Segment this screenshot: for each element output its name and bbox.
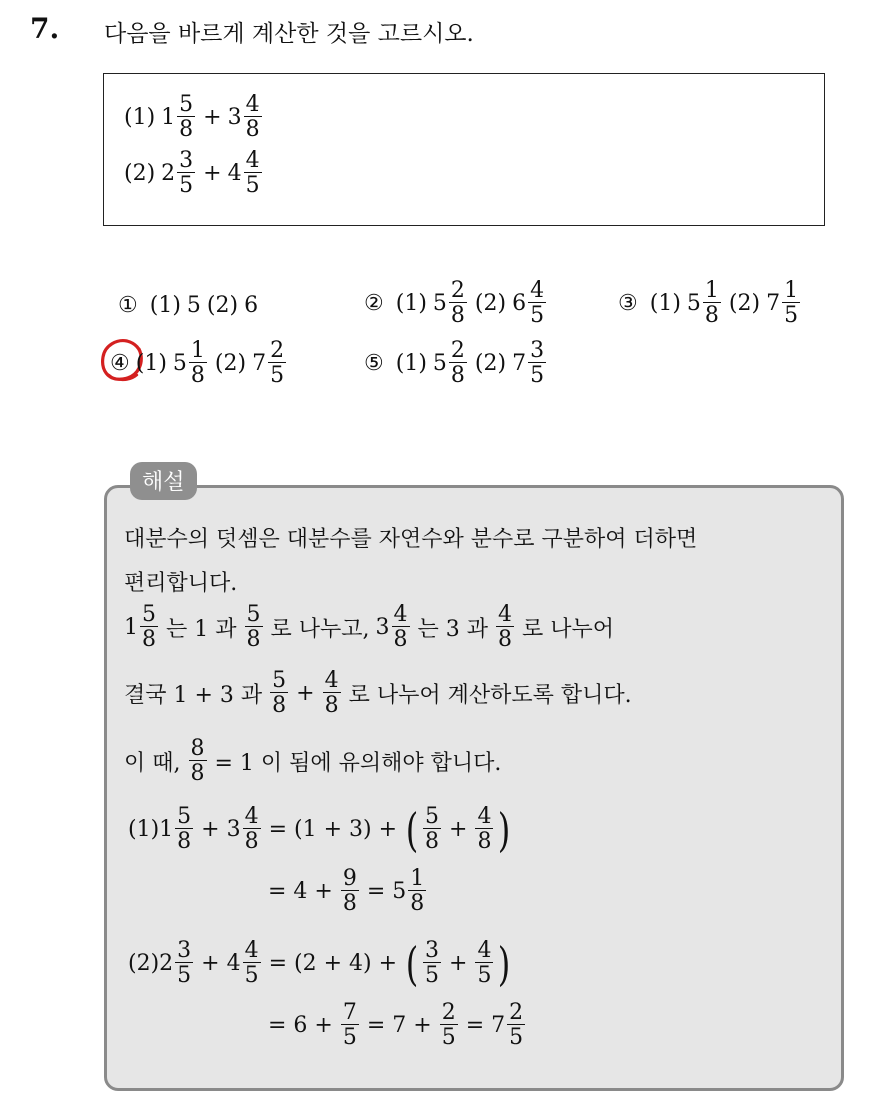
problem-1-whole-1: 1 bbox=[161, 105, 176, 130]
choice-5-fraction-2: $\frac{3}{5}$ bbox=[530, 338, 545, 388]
choice-2-label-2: (2) bbox=[474, 291, 507, 316]
problem-2-plus: + bbox=[203, 161, 222, 186]
fraction: $\frac{9}{8}$ bbox=[342, 866, 357, 916]
problem-1 bbox=[124, 94, 264, 141]
choice-4-whole-2: 7 bbox=[252, 351, 267, 376]
fraction: $\frac{4}{8}$ bbox=[477, 804, 492, 854]
fraction: $\frac{4}{8}$ bbox=[244, 804, 259, 854]
solution-paragraph-1: 대분수의 덧셈은 대분수를 자연수와 분수로 구분하여 더하면 bbox=[124, 527, 698, 552]
problem-1-fraction-2: $\frac{4}{8}$ bbox=[245, 92, 260, 142]
right-paren: ) bbox=[498, 802, 511, 857]
choice-3-label-2: (2) bbox=[728, 291, 761, 316]
choice-2-mark: ② bbox=[364, 291, 384, 316]
solution-line-4: 결국 1 + 3 과 $\frac{5}{8}$ + $\frac{4}{8}$ 로 나누어 계산하도록 합니다. bbox=[124, 668, 632, 718]
right-paren: ) bbox=[498, 936, 511, 991]
choice-4-whole-1: 5 bbox=[172, 351, 187, 376]
choice-3-whole-2: 7 bbox=[766, 291, 781, 316]
fraction: $\frac{4}{8}$ bbox=[324, 668, 339, 718]
fraction: $\frac{4}{5}$ bbox=[477, 938, 492, 988]
choice-4-fraction-1: $\frac{1}{8}$ bbox=[190, 338, 205, 388]
choice-2-label-1: (1) bbox=[395, 291, 427, 316]
problem-2-whole-1: 2 bbox=[161, 161, 176, 186]
solution-paragraph-2: 편리합니다. bbox=[124, 571, 238, 596]
choice-1-value-2: 6 bbox=[244, 293, 259, 318]
choice-3[interactable] bbox=[618, 280, 802, 327]
fraction: $\frac{2}{5}$ bbox=[509, 1000, 524, 1050]
solution-tag: 해설 bbox=[130, 462, 197, 500]
fraction: $\frac{5}{8}$ bbox=[246, 602, 261, 652]
choice-4-fraction-2: $\frac{2}{5}$ bbox=[270, 338, 285, 388]
choice-2[interactable] bbox=[364, 280, 548, 327]
choice-1-mark: ① bbox=[118, 293, 138, 318]
problem-1-label: (1) bbox=[124, 105, 156, 130]
problem-1-fraction-1: $\frac{5}{8}$ bbox=[179, 92, 194, 142]
choice-5-label-2: (2) bbox=[474, 351, 507, 376]
choice-2-whole-1: 5 bbox=[432, 291, 447, 316]
choice-1-label-2: (2) bbox=[206, 293, 239, 318]
fraction: $\frac{3}{5}$ bbox=[177, 938, 192, 988]
choice-2-fraction-1: $\frac{2}{8}$ bbox=[450, 278, 465, 328]
choice-1[interactable] bbox=[118, 293, 258, 318]
fraction: $\frac{5}{8}$ bbox=[425, 804, 439, 854]
choice-4[interactable] bbox=[110, 340, 288, 387]
choice-5-whole-1: 5 bbox=[432, 351, 447, 376]
choice-5-whole-2: 7 bbox=[512, 351, 527, 376]
fraction: $\frac{3}{5}$ bbox=[425, 938, 439, 988]
solution-equation-1: (1)1 $\frac{5}{8}$ + 3 $\frac{4}{8}$ = (1 + 3) + ( $\frac{5}{8}$ + $\frac{4}{8}$ ) bbox=[128, 802, 511, 857]
left-paren: ( bbox=[405, 936, 419, 991]
choice-4-mark: ④ bbox=[110, 351, 130, 376]
fraction: $\frac{7}{5}$ bbox=[342, 1000, 357, 1050]
choice-3-fraction-1: $\frac{1}{8}$ bbox=[704, 278, 719, 328]
problem-2-fraction-2: $\frac{4}{5}$ bbox=[245, 148, 260, 198]
choice-3-mark: ③ bbox=[618, 291, 638, 316]
fraction: $\frac{5}{8}$ bbox=[177, 804, 192, 854]
choice-3-whole-1: 5 bbox=[686, 291, 701, 316]
fraction: $\frac{2}{5}$ bbox=[441, 1000, 456, 1050]
choice-3-fraction-2: $\frac{1}{5}$ bbox=[784, 278, 799, 328]
left-paren: ( bbox=[405, 802, 419, 857]
question-text: 다음을 바르게 계산한 것을 고르시오. bbox=[104, 21, 474, 47]
fraction: $\frac{4}{8}$ bbox=[498, 602, 512, 652]
fraction: $\frac{5}{8}$ bbox=[142, 602, 156, 652]
solution-line-3: 1 $\frac{5}{8}$ 는 1 과 $\frac{5}{8}$ 로 나누고, 3 $\frac{4}{8}$ 는 3 과 $\frac{4}{8}$ 로 나누어 bbox=[124, 602, 615, 652]
solution-equation-4: = 6 + $\frac{7}{5}$ = 7 + $\frac{2}{5}$ = 7 $\frac{2}{5}$ bbox=[268, 1000, 524, 1050]
choice-3-label-1: (1) bbox=[649, 291, 681, 316]
solution-equation-3: (2)2 $\frac{3}{5}$ + 4 $\frac{4}{5}$ = (2 + 4) + ( $\frac{3}{5}$ + $\frac{4}{5}$ ) bbox=[128, 936, 511, 991]
fraction: $\frac{8}{8}$ bbox=[190, 736, 205, 786]
choice-2-fraction-2: $\frac{4}{5}$ bbox=[530, 278, 545, 328]
solution-line-5: 이 때, $\frac{8}{8}$ = 1 이 됨에 유의해야 합니다. bbox=[124, 736, 502, 786]
problem-2 bbox=[124, 150, 264, 197]
solution-equation-2: = 4 + $\frac{9}{8}$ = 5 $\frac{1}{8}$ bbox=[268, 866, 425, 916]
choice-4-label-1: (1) bbox=[135, 351, 167, 376]
problem-2-whole-2: 4 bbox=[227, 161, 242, 186]
choice-5-fraction-1: $\frac{2}{8}$ bbox=[450, 338, 465, 388]
problem-2-label: (2) bbox=[124, 161, 156, 186]
fraction: $\frac{4}{8}$ bbox=[393, 602, 408, 652]
question-number: 7. bbox=[30, 12, 60, 45]
fraction: $\frac{4}{5}$ bbox=[244, 938, 259, 988]
fraction: $\frac{5}{8}$ bbox=[272, 668, 287, 718]
fraction: $\frac{1}{8}$ bbox=[410, 866, 425, 916]
choice-2-whole-2: 6 bbox=[512, 291, 527, 316]
choice-5[interactable] bbox=[364, 340, 548, 387]
problem-1-plus: + bbox=[203, 105, 222, 130]
choice-1-value-1: 5 bbox=[186, 293, 201, 318]
choice-4-label-2: (2) bbox=[214, 351, 247, 376]
problem-2-fraction-1: $\frac{3}{5}$ bbox=[179, 148, 194, 198]
choice-5-mark: ⑤ bbox=[364, 351, 384, 376]
choice-5-label-1: (1) bbox=[395, 351, 427, 376]
problem-1-whole-2: 3 bbox=[227, 105, 242, 130]
choice-1-label-1: (1) bbox=[149, 293, 181, 318]
